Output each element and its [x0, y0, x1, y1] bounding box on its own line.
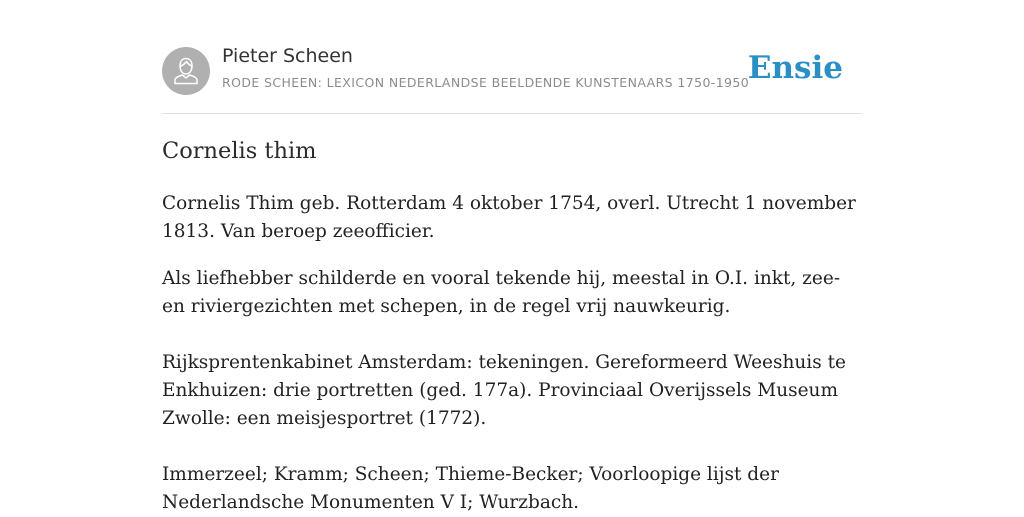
page-container — [162, 0, 862, 513]
user-silhouette-icon — [162, 47, 210, 95]
article-title: Cornelis thim — [162, 138, 317, 164]
author-name[interactable]: Pieter Scheen — [222, 45, 353, 67]
article-paragraph-work: Als liefhebber schilderde en vooral tekende hij, meestal in O.I. inkt, zee- en riviergezichten met schepen, in de regel vrij nauwkeurig. — [162, 268, 841, 317]
source-label[interactable]: RODE SCHEEN: LEXICON NEDERLANDSE BEELDENDE KUNSTENAARS 1750-1950 — [222, 75, 750, 90]
author-avatar[interactable] — [162, 47, 210, 95]
article-paragraph-references: Immerzeel; Kramm; Scheen; Thieme-Becker; Voorloopige lijst der Nederlandsche Monumenten V I; Wurzbach. — [162, 464, 779, 513]
article-header — [162, 0, 862, 114]
article-paragraph-biography: Cornelis Thim geb. Rotterdam 4 oktober 1754, overl. Utrecht 1 november 1813. Van beroep zeeofficier. — [162, 193, 856, 242]
ensie-logo[interactable]: Ensie — [747, 50, 843, 86]
article-paragraph-collections: Rijksprentenkabinet Amsterdam: tekeningen. Gereformeerd Weeshuis te Enkhuizen: drie portretten (ged. 177a). Provinciaal Overijssels Museum Zwolle: een meisjesportret (1772). — [162, 352, 846, 429]
